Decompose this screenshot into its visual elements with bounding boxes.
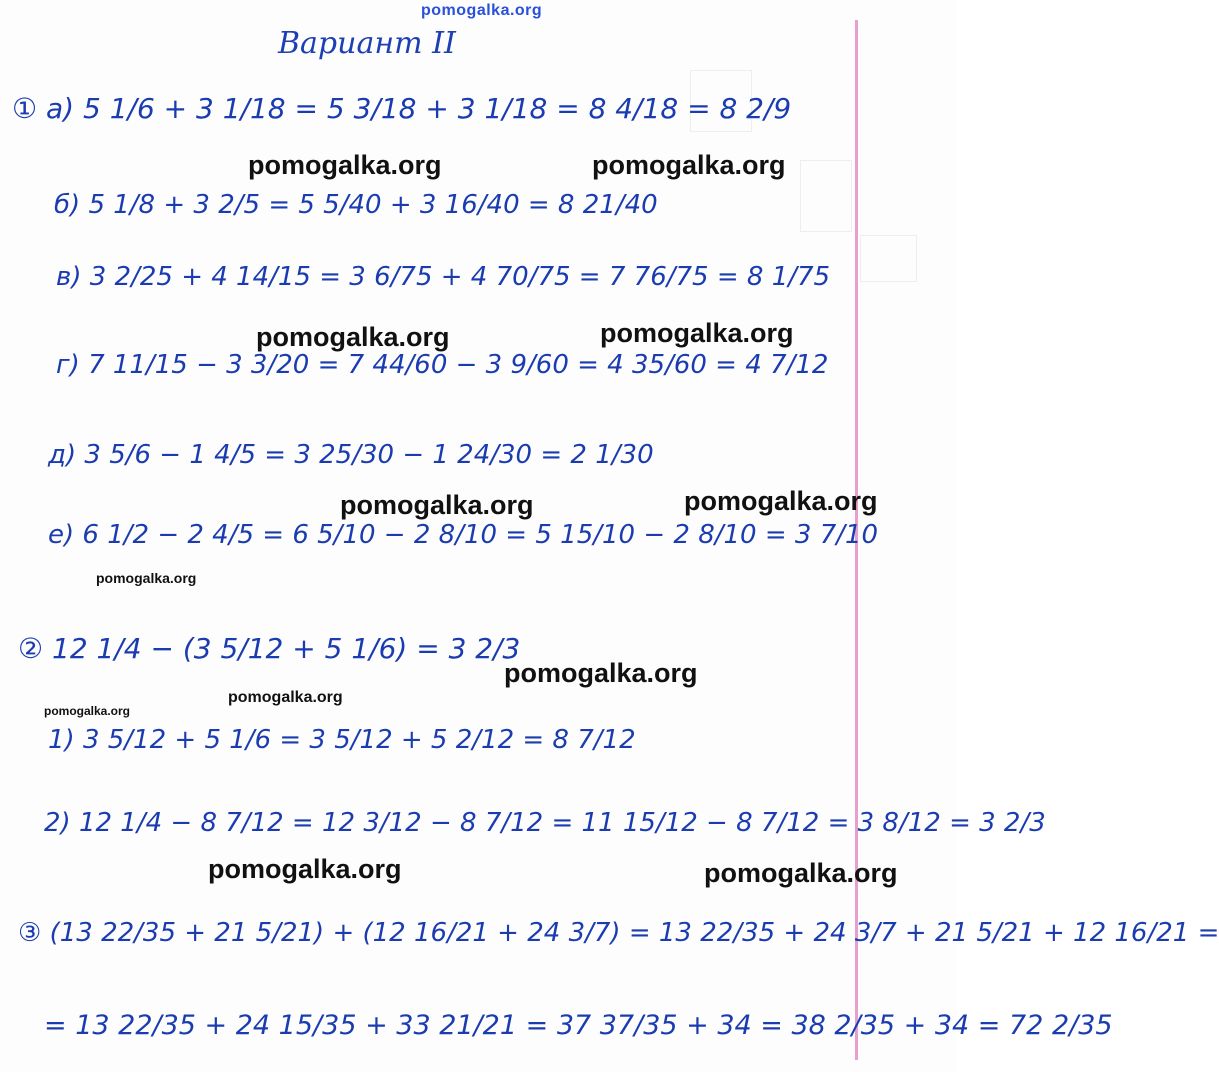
task-1g: г) 7 11/15 − 3 3/20 = 7 44/60 − 3 9/60 = 4 35/60 = 4 7/12 <box>56 350 829 380</box>
task-3-continued: = 13 22/35 + 24 15/35 + 33 21/21 = 37 37/35 + 34 = 38 2/35 + 34 = 72 2/35 <box>44 1010 1113 1041</box>
watermark: pomogalka.org <box>704 858 898 888</box>
task-1d: д) 3 5/6 − 1 4/5 = 3 25/30 − 1 24/30 = 2 1/30 <box>48 440 654 470</box>
watermark: pomogalka.org <box>340 490 534 520</box>
watermark: pomogalka.org <box>228 689 343 706</box>
task-2: ② 12 1/4 − (3 5/12 + 5 1/6) = 3 2/3 <box>18 632 521 665</box>
watermark: pomogalka.org <box>96 570 197 586</box>
watermark: pomogalka.org <box>592 150 786 180</box>
task-1a: ① а) 5 1/6 + 3 1/18 = 5 3/18 + 3 1/18 = 8 4/18 = 8 2/9 <box>12 92 792 125</box>
watermark: pomogalka.org <box>44 704 131 718</box>
task-2-step-1: 1) 3 5/12 + 5 1/6 = 3 5/12 + 5 2/12 = 8 7/12 <box>48 725 636 755</box>
watermark: pomogalka.org <box>504 658 698 688</box>
watermark: pomogalka.org <box>684 486 878 516</box>
task-2-step-2: 2) 12 1/4 − 8 7/12 = 12 3/12 − 8 7/12 = 11 15/12 − 8 7/12 = 3 8/12 = 3 2/3 <box>44 808 1046 838</box>
watermark: pomogalka.org <box>600 318 794 348</box>
task-1v: в) 3 2/25 + 4 14/15 = 3 6/75 + 4 70/75 = 7 76/75 = 8 1/75 <box>56 262 831 292</box>
task-1e: е) 6 1/2 − 2 4/5 = 6 5/10 − 2 8/10 = 5 15/10 − 2 8/10 = 3 7/10 <box>48 520 879 550</box>
watermark: pomogalka.org <box>208 854 402 884</box>
grid-fragment <box>860 235 917 282</box>
watermark: pomogalka.org <box>248 150 442 180</box>
grid-fragment <box>800 160 852 232</box>
task-3: ③ (13 22/35 + 21 5/21) + (12 16/21 + 24 3/7) = 13 22/35 + 24 3/7 + 21 5/21 + 12 16/21 = <box>18 918 1219 948</box>
site-header: pomogalka.org <box>421 2 543 19</box>
task-1b: б) 5 1/8 + 3 2/5 = 5 5/40 + 3 16/40 = 8 21/40 <box>54 190 658 220</box>
page-title: Вариант ІІ <box>278 26 456 61</box>
watermark: pomogalka.org <box>256 322 450 352</box>
